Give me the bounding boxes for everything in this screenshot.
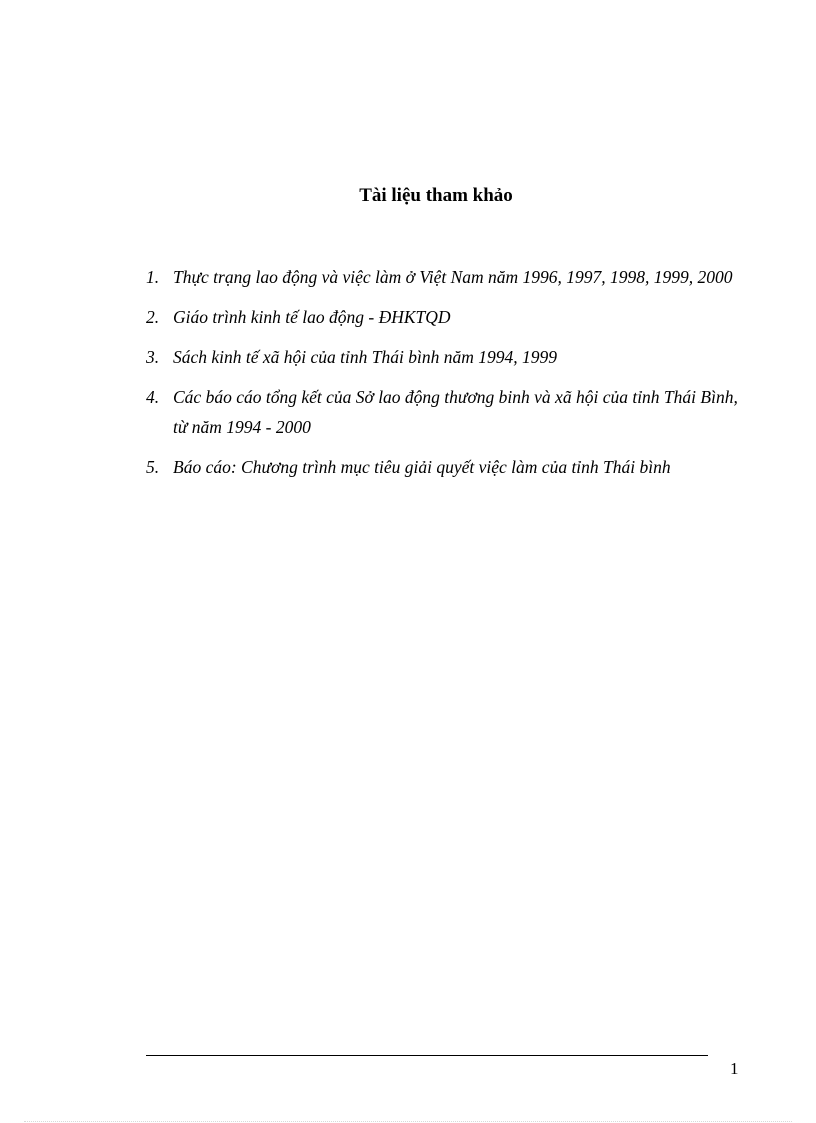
reference-number: 2. xyxy=(146,307,160,327)
reference-text: Các báo cáo tổng kết của Sở lao động thương binh và xã hội của tỉnh Thái Bình, từ năm 1994 - 2000 xyxy=(173,387,738,437)
reference-number: 4. xyxy=(146,387,160,407)
footer-rule xyxy=(146,1055,708,1056)
reference-text: Sách kinh tế xã hội của tỉnh Thái bình năm 1994, 1999 xyxy=(173,347,557,367)
reference-number: 5. xyxy=(146,457,160,477)
reference-text: Báo cáo: Chương trình mục tiêu giải quyết việc làm của tỉnh Thái bình xyxy=(173,457,671,477)
reference-text: Thực trạng lao động và việc làm ở Việt Nam năm 1996, 1997, 1998, 1999, 2000 xyxy=(173,267,733,287)
reference-number: 3. xyxy=(146,347,160,367)
reference-item xyxy=(146,342,746,372)
reference-text: Giáo trình kinh tế lao động - ĐHKTQD xyxy=(173,307,451,327)
page-title: Tài liệu tham khảo xyxy=(359,185,513,206)
reference-item xyxy=(146,452,746,482)
page-edge-divider xyxy=(24,1121,792,1122)
reference-item xyxy=(146,302,746,332)
reference-item xyxy=(146,382,746,442)
page-number: 1 xyxy=(730,1059,739,1078)
reference-list xyxy=(146,262,746,492)
reference-number: 1. xyxy=(146,267,160,287)
reference-item xyxy=(146,262,746,292)
